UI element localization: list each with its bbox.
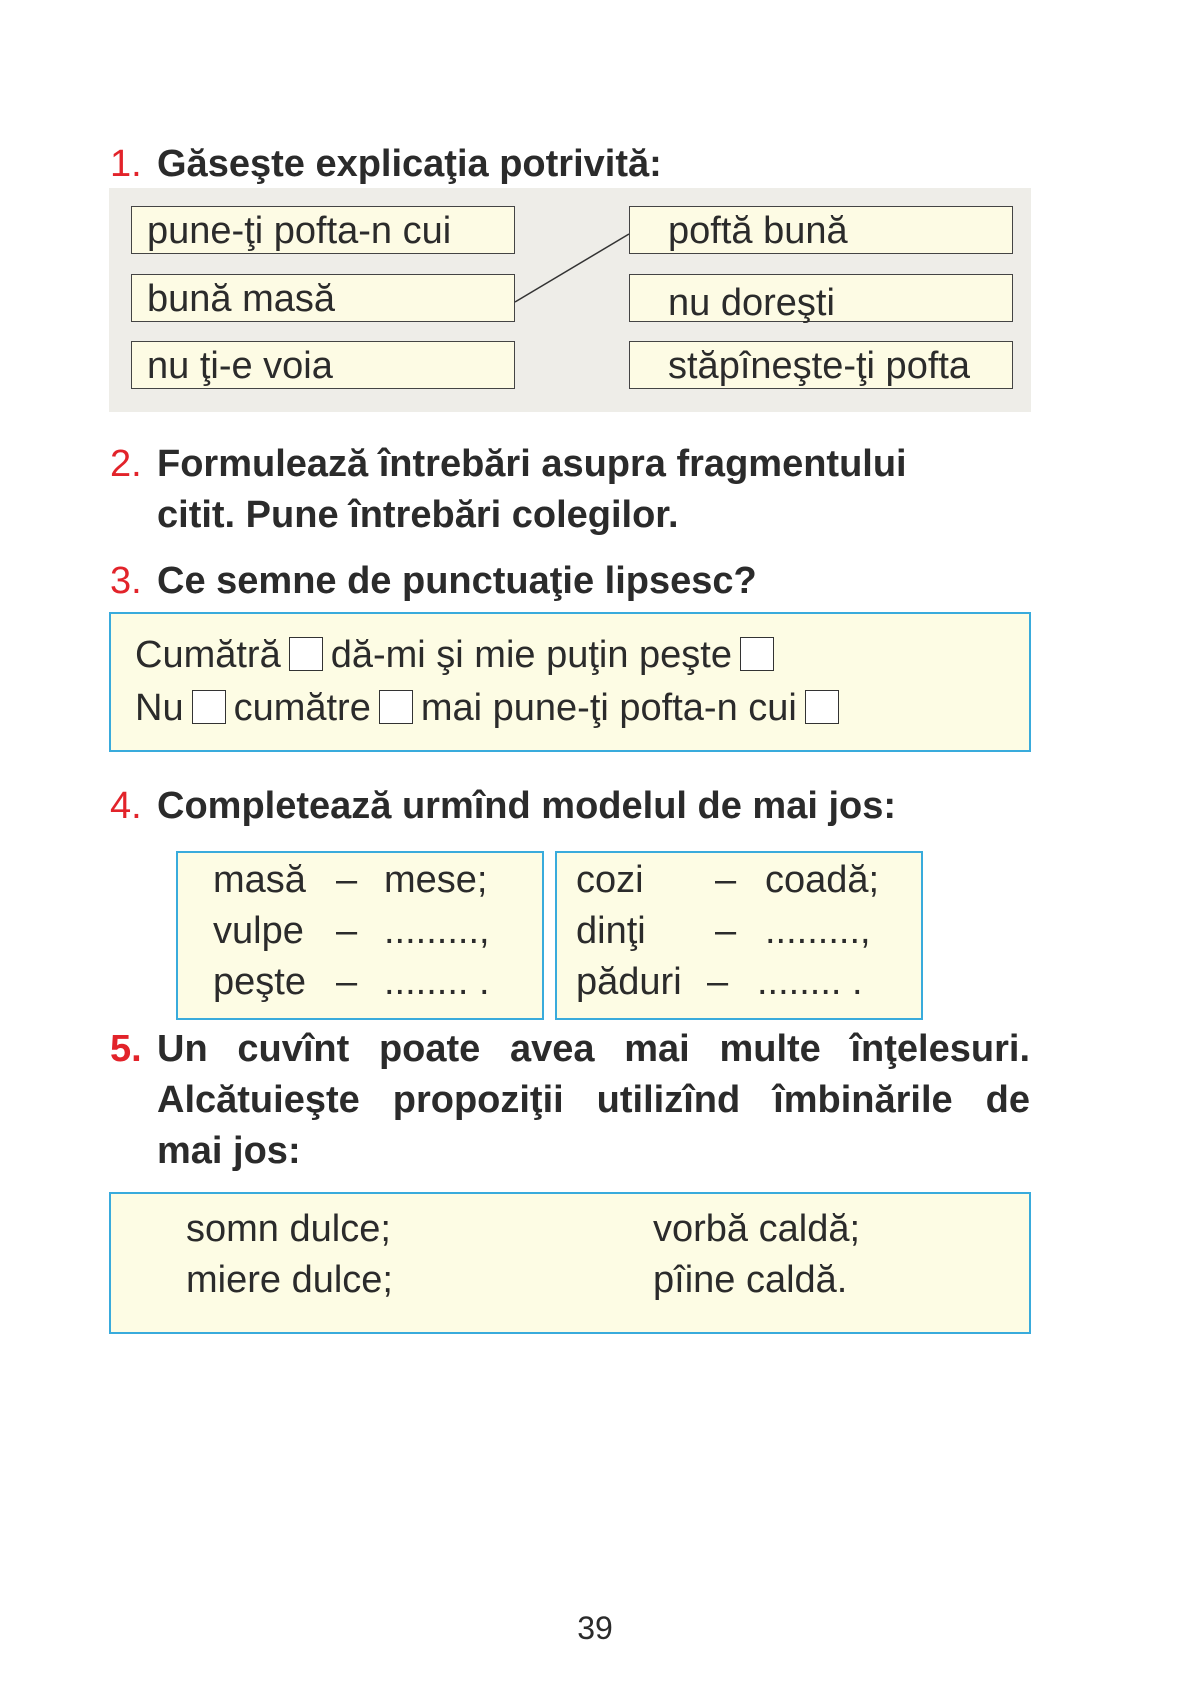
word-combination: pîine caldă. [653,1259,848,1301]
exercise-number: 3. [110,560,142,602]
punctuation-blank[interactable] [740,637,774,671]
exercise-title: Găseşte explicaţia potrivită: [157,143,662,185]
punctuation-blank[interactable] [805,690,839,724]
exercise-number: 5. [110,1028,142,1070]
word-pair: mese; [384,859,488,901]
match-right-item[interactable]: stăpîneşte-ţi pofta [629,341,1013,389]
matching-panel [109,188,1031,412]
exercise-1-heading [110,140,1010,190]
dash: – [707,961,729,1003]
answer-blank[interactable]: ........ . [384,961,490,1003]
match-right-item[interactable]: nu doreşti [629,274,1013,322]
sentence-fragment: mai pune-ţi pofta-n cui [420,687,797,729]
sentence-fragment: dă-mi şi mie puţin peşte [330,634,733,676]
word: dinţi [576,910,646,952]
punctuation-blank[interactable] [379,690,413,724]
word: păduri [576,961,682,1003]
sentence-fragment: Cumătră [135,634,281,676]
punctuation-box [109,612,1031,752]
word-pair: coadă; [765,859,880,901]
word-combination: miere dulce; [186,1259,393,1301]
exercise-number: 4. [110,785,142,827]
exercise-text-line: Alcătuieşte propoziţii utilizînd îmbinările de [157,1079,1030,1121]
match-right-item[interactable]: poftă bună [629,206,1013,254]
answer-blank[interactable]: ........ . [757,961,863,1003]
exercise-text-line: Un cuvînt poate avea mai multe înţelesuri. [157,1028,1030,1070]
exercise-2-heading [110,440,1030,550]
match-left-item[interactable]: pune-ţi pofta-n cui [131,206,515,254]
dash: – [715,910,737,952]
dash: – [336,859,358,901]
exercise-5-heading [110,1025,1030,1185]
word: cozi [576,859,644,901]
word-combination: vorbă caldă; [653,1208,861,1250]
match-left-item[interactable]: bună masă [131,274,515,322]
plural-model-box [176,851,544,1020]
page-number: 39 [577,1610,613,1646]
exercise-text-line: citit. Pune întrebări colegilor. [157,494,679,536]
exercise-number: 1. [110,143,142,185]
punctuation-line [135,687,847,730]
answer-blank[interactable]: ........., [765,910,871,952]
exercise-4-heading [110,782,1010,832]
punctuation-blank[interactable] [192,690,226,724]
punctuation-line [135,634,782,677]
sentence-fragment: cumătre [233,687,371,729]
word: peşte [213,961,306,1003]
exercise-title: Ce semne de punctuaţie lipsesc? [157,560,757,602]
punctuation-blank[interactable] [289,637,323,671]
match-left-item[interactable]: nu ţi-e voia [131,341,515,389]
word-combination: somn dulce; [186,1208,391,1250]
dash: – [336,961,358,1003]
word-combinations-box [109,1192,1031,1334]
singular-model-box [555,851,923,1020]
exercise-3-heading [110,557,1010,607]
exercise-text-line: Formulează întrebări asupra fragmentului [157,443,907,485]
word: masă [213,859,306,901]
word: vulpe [213,910,304,952]
answer-blank[interactable]: ........., [384,910,490,952]
sentence-fragment: Nu [135,687,184,729]
exercise-title: Completează urmînd modelul de mai jos: [157,785,897,827]
dash: – [336,910,358,952]
dash: – [715,859,737,901]
exercise-number: 2. [110,443,142,485]
exercise-text-line: mai jos: [157,1130,301,1172]
